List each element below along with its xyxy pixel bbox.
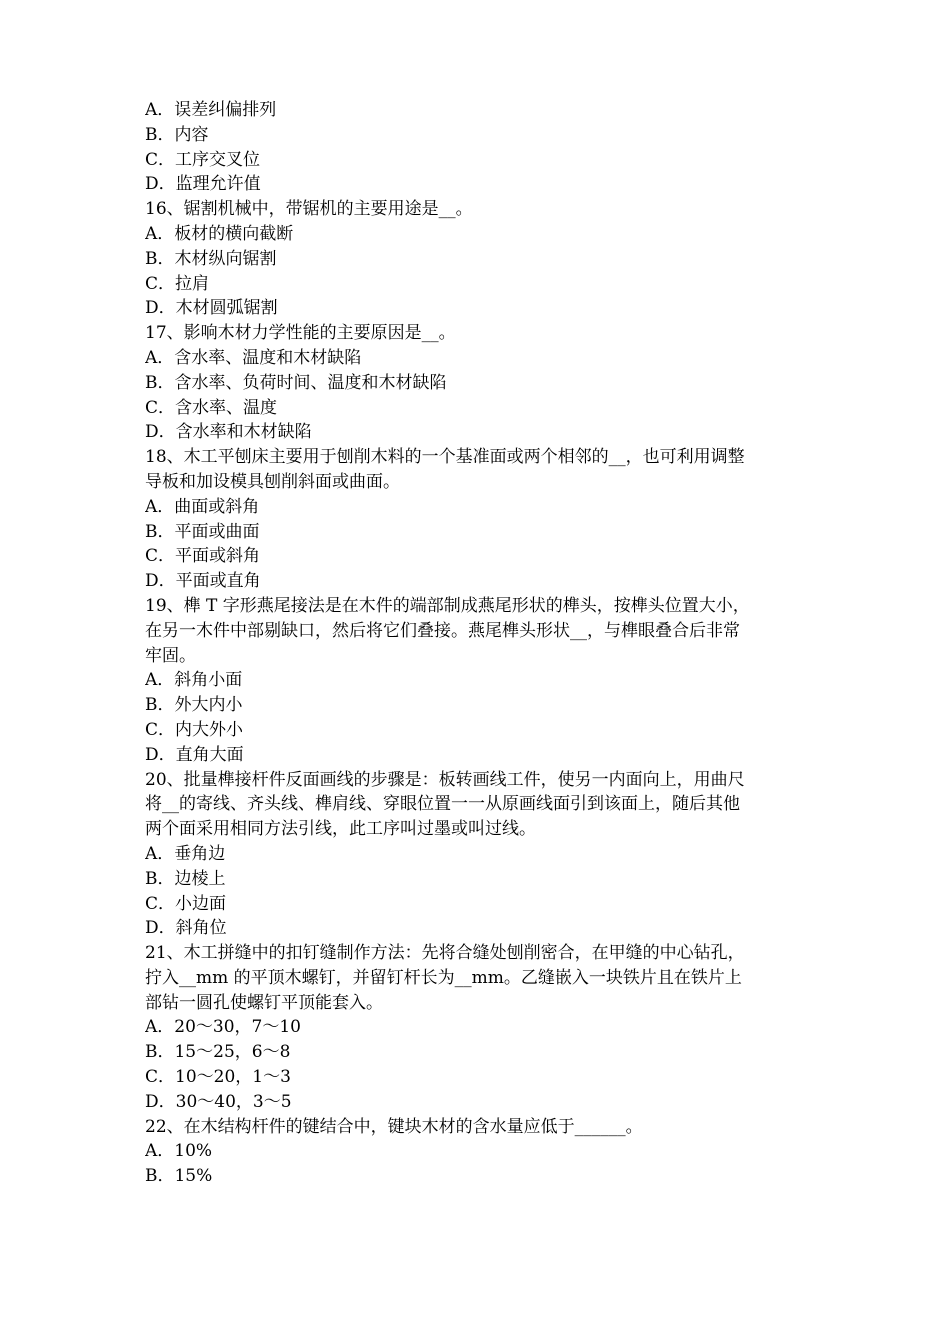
text-line: A．板材的横向截断 <box>145 223 294 244</box>
text-line: C．10～20，1～3 <box>145 1067 291 1088</box>
text-line: B．15～25，6～8 <box>145 1042 291 1063</box>
text-line: 拧入__mm 的平顶木螺钉，并留钉杆长为__mm。乙缝嵌入一块铁片且在铁片上 <box>145 967 742 988</box>
text-line: 18、木工平刨床主要用于刨削木料的一个基准面或两个相邻的__，也可利用调整 <box>145 447 745 468</box>
text-line: C．含水率、温度 <box>145 397 278 418</box>
text-line: 20、批量榫接杆件反面画线的步骤是：板转画线工件，使另一内面向上，用曲尺 <box>145 769 745 790</box>
text-line: B．木材纵向锯割 <box>145 248 277 269</box>
text-line: 19、榫 T 字形燕尾接法是在木件的端部制成燕尾形状的榫头，按榫头位置大小， <box>145 595 750 616</box>
text-line: A．20～30，7～10 <box>145 1017 301 1038</box>
text-line: D．平面或直角 <box>145 571 261 592</box>
text-line: 部钻一圆孔使螺钉平顶能套入。 <box>145 992 383 1013</box>
text-line: 17、影响木材力学性能的主要原因是__。 <box>145 323 456 344</box>
text-line: A．误差纠偏排列 <box>145 100 277 120</box>
text-line: C．工序交叉位 <box>145 149 261 170</box>
text-line: C．小边面 <box>145 893 227 914</box>
text-line: A．含水率、温度和木材缺陷 <box>145 347 362 368</box>
text-line: B．边棱上 <box>145 868 226 889</box>
document-body <box>145 98 825 1189</box>
text-line: 在另一木件中部剔缺口，然后将它们叠接。燕尾榫头形状__，与榫眼叠合后非常 <box>145 620 740 641</box>
text-line: D．直角大面 <box>145 744 244 765</box>
text-line: A．斜角小面 <box>145 670 243 691</box>
text-line: B．内容 <box>145 124 209 145</box>
text-line: D．监理允许值 <box>145 174 261 195</box>
text-line: A．垂角边 <box>145 843 226 864</box>
text-line: D．30～40，3～5 <box>145 1091 292 1112</box>
text-line: A．10% <box>145 1141 213 1162</box>
text-line: D．斜角位 <box>145 918 227 939</box>
text-line: B．含水率、负荷时间、温度和木材缺陷 <box>145 372 447 393</box>
text-line: B．15% <box>145 1166 213 1187</box>
text-line: C．内大外小 <box>145 719 244 740</box>
text-line: 导板和加设模具刨削斜面或曲面。 <box>145 471 400 492</box>
text-line: D．含水率和木材缺陷 <box>145 422 312 443</box>
text-line: 22、在木结构杆件的键结合中，键块木材的含水量应低于______。 <box>145 1116 643 1137</box>
text-line: B．平面或曲面 <box>145 521 260 542</box>
text-line: C．平面或斜角 <box>145 546 261 567</box>
text-line: 将__的寄线、齐头线、榫肩线、穿眼位置一一从原画线面引到该面上，随后其他 <box>145 794 740 815</box>
text-line: D．木材圆弧锯割 <box>145 298 278 319</box>
text-line: B．外大内小 <box>145 695 243 716</box>
text-line: 16、锯割机械中，带锯机的主要用途是__。 <box>145 199 473 220</box>
text-line: A．曲面或斜角 <box>145 496 260 517</box>
text-line: 两个面采用相同方法引线，此工序叫过墨或叫过线。 <box>145 819 536 840</box>
text-line: C．拉肩 <box>145 273 210 294</box>
text-line: 21、木工拼缝中的扣钉缝制作方法：先将合缝处刨削密合，在甲缝的中心钻孔， <box>145 943 745 964</box>
text-line: 牢固。 <box>145 645 196 666</box>
